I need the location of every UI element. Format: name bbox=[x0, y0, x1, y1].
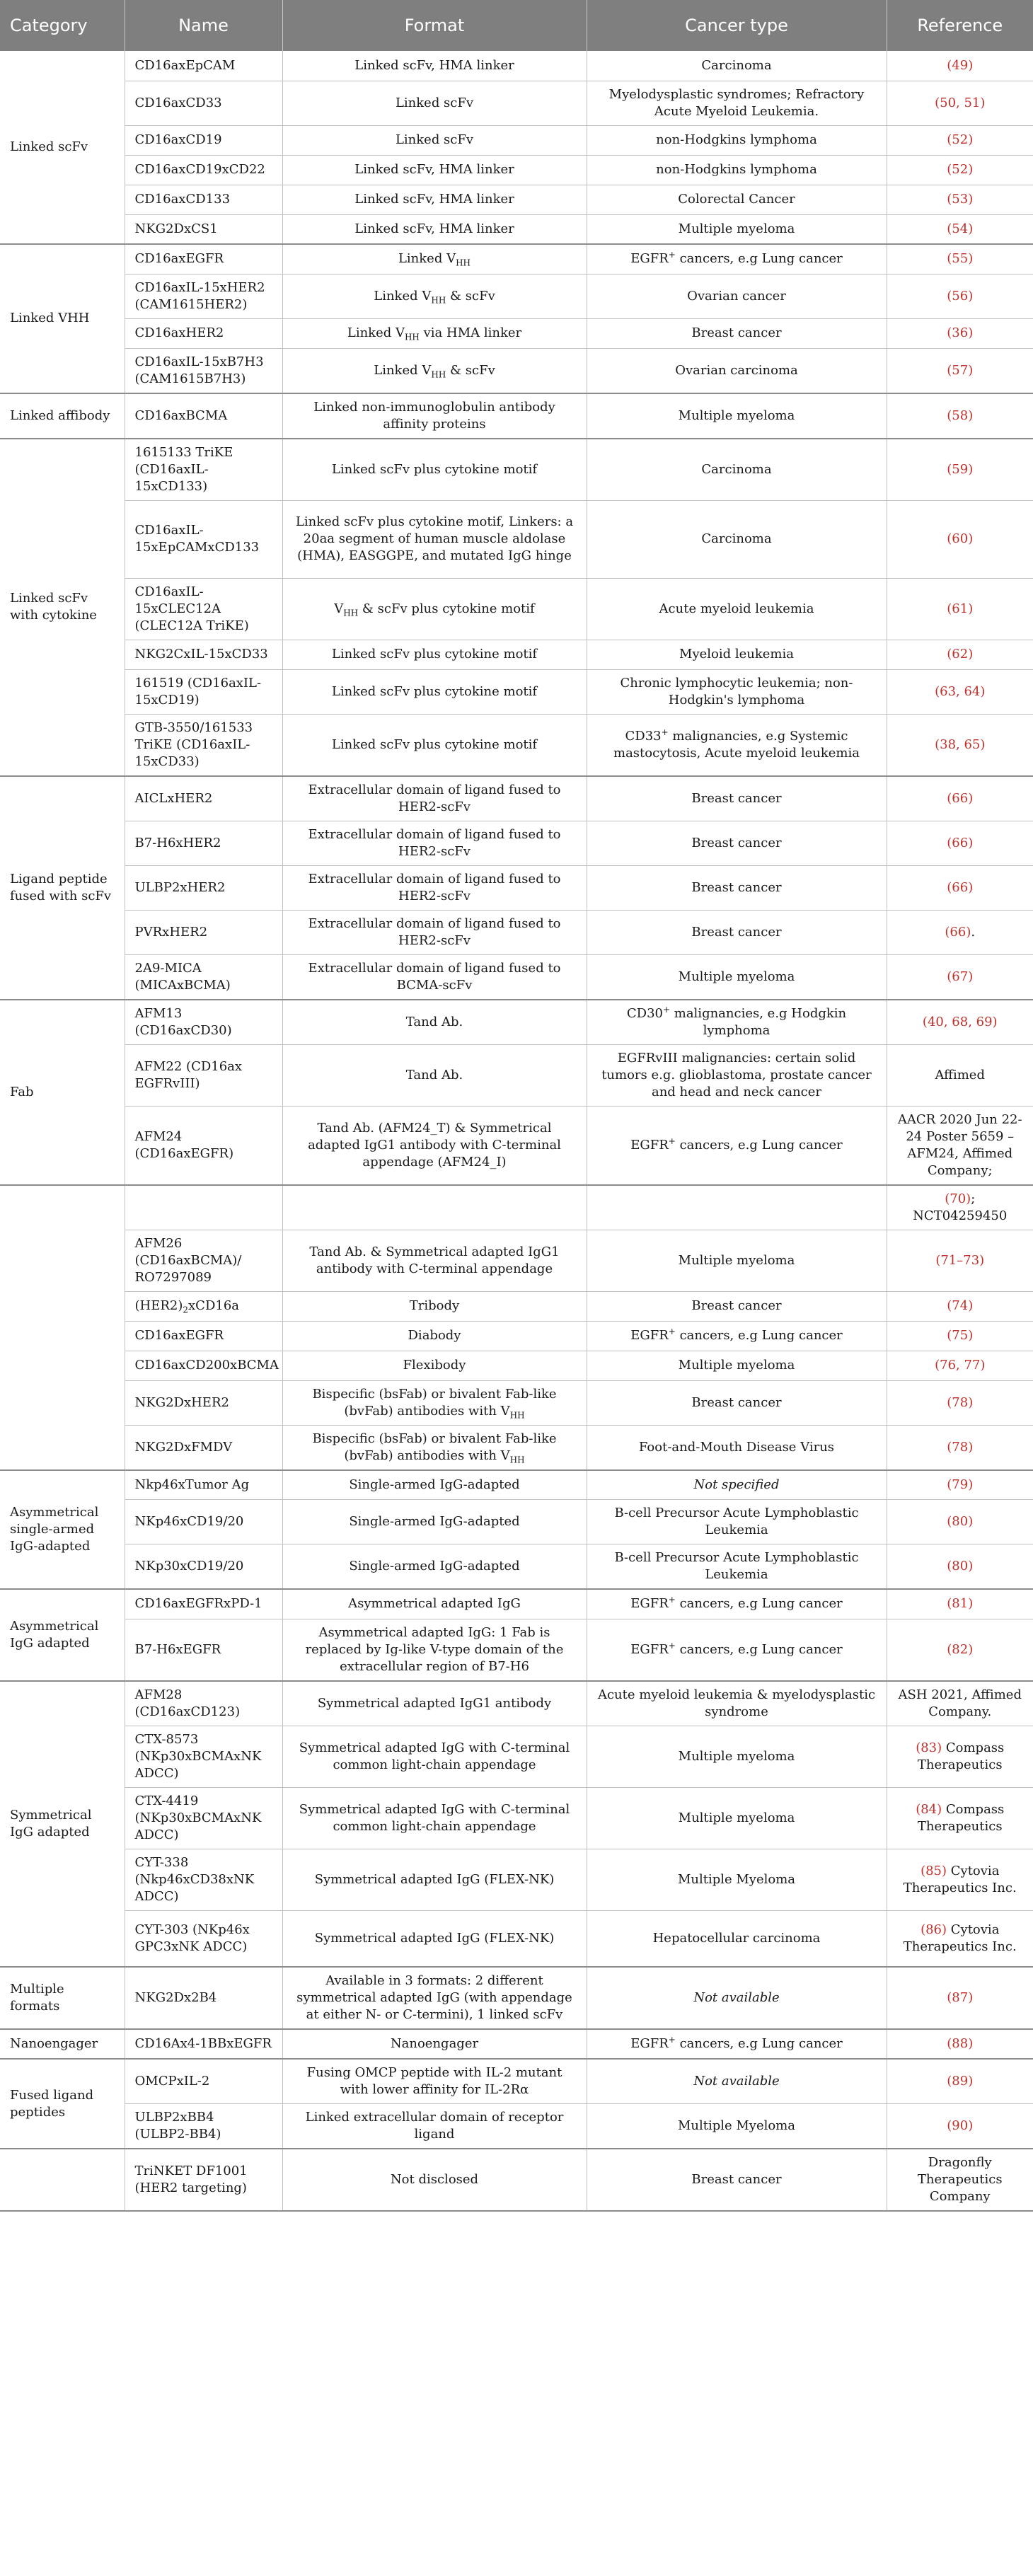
name-cell: NKG2DxCS1 bbox=[125, 214, 282, 244]
format-cell: Linked $V_{HH}$ & scFv bbox=[282, 348, 587, 393]
format-cell bbox=[282, 1185, 587, 1230]
name-cell: AFM28 (CD16axCD123) bbox=[125, 1681, 282, 1726]
category-cell: Linked VHH bbox=[0, 244, 125, 393]
table-row bbox=[0, 500, 1033, 578]
format-cell: Extracellular domain of ligand fused to HER2-scFv bbox=[282, 821, 587, 865]
format-cell: Linked scFv, HMA linker bbox=[282, 185, 587, 214]
table-row bbox=[0, 51, 1033, 81]
category-cell: Ligand peptide fused with scFv bbox=[0, 776, 125, 1000]
reference-link[interactable]: (86) bbox=[921, 1922, 947, 1937]
table-row bbox=[0, 274, 1033, 318]
cancer-type-cell: Breast cancer bbox=[587, 865, 887, 910]
table-row bbox=[0, 1106, 1033, 1185]
format-cell: Symmetrical adapted IgG1 antibody bbox=[282, 1681, 587, 1726]
table-row bbox=[0, 1351, 1033, 1380]
name-cell: CD16axEpCAM bbox=[125, 51, 282, 81]
reference-link[interactable]: (53) bbox=[947, 192, 974, 207]
cancer-type-cell: Breast cancer bbox=[587, 2149, 887, 2211]
reference-link[interactable]: (66) bbox=[945, 924, 971, 940]
reference-link[interactable]: (85) bbox=[921, 1863, 947, 1878]
format-cell: Single-armed IgG-adapted bbox=[282, 1470, 587, 1500]
format-cell: Tand Ab. (AFM24_T) & Symmetrical adapted IgG1 antibody with C-terminal appendage (AFM24_I) bbox=[282, 1106, 587, 1185]
reference-link[interactable]: (38, 65) bbox=[935, 737, 986, 752]
reference-cell: ASH 2021, Affimed Company. bbox=[887, 1681, 1033, 1726]
reference-link[interactable]: (70) bbox=[945, 1191, 971, 1206]
name-cell: CD16axIL-15xEpCAMxCD133 bbox=[125, 500, 282, 578]
name-cell: AFM24 (CD16axEGFR) bbox=[125, 1106, 282, 1185]
table-row bbox=[0, 155, 1033, 185]
format-cell: Extracellular domain of ligand fused to HER2-scFv bbox=[282, 776, 587, 821]
reference-cell bbox=[887, 348, 1033, 393]
reference-link[interactable]: (40, 68, 69) bbox=[922, 1014, 998, 1029]
reference-link[interactable]: (36) bbox=[947, 325, 974, 340]
reference-link[interactable]: (50, 51) bbox=[935, 95, 986, 110]
cancer-type-cell: EGFR+ cancers, e.g Lung cancer bbox=[587, 1619, 887, 1681]
reference-cell bbox=[887, 214, 1033, 244]
reference-cell: Dragonfly Therapeutics Company bbox=[887, 2149, 1033, 2211]
format-cell: Linked scFv plus cytokine motif, Linkers: a 20aa segment of human muscle aldolase (HMA), EASGGPE, and mutated IgG hinge bbox=[282, 500, 587, 578]
reference-cell bbox=[887, 2029, 1033, 2059]
reference-link[interactable]: (80) bbox=[947, 1514, 974, 1529]
reference-link[interactable]: (82) bbox=[947, 1641, 974, 1657]
table-row bbox=[0, 1681, 1033, 1726]
name-cell: OMCPxIL-2 bbox=[125, 2059, 282, 2104]
cancer-type-cell: Acute myeloid leukemia bbox=[587, 578, 887, 640]
cancer-type-cell: Breast cancer bbox=[587, 776, 887, 821]
reference-cell bbox=[887, 954, 1033, 1000]
name-cell: Nkp46xTumor Ag bbox=[125, 1470, 282, 1500]
reference-link[interactable]: (66) bbox=[947, 879, 974, 895]
name-cell: CD16axEGFR bbox=[125, 1321, 282, 1351]
format-cell: Single-armed IgG-adapted bbox=[282, 1500, 587, 1544]
format-cell: Linked scFv plus cytokine motif bbox=[282, 669, 587, 714]
table-row bbox=[0, 2059, 1033, 2104]
reference-link[interactable]: (52) bbox=[947, 132, 974, 147]
format-cell: Extracellular domain of ligand fused to BCMA-scFv bbox=[282, 954, 587, 1000]
reference-link[interactable]: (63, 64) bbox=[935, 683, 986, 699]
format-cell: Linked scFv, HMA linker bbox=[282, 51, 587, 81]
format-cell: Extracellular domain of ligand fused to HER2-scFv bbox=[282, 865, 587, 910]
category-cell: Asymmetrical IgG adapted bbox=[0, 1589, 125, 1681]
reference-cell bbox=[887, 500, 1033, 578]
reference-cell bbox=[887, 1500, 1033, 1544]
reference-link[interactable]: (62) bbox=[947, 647, 974, 662]
table-row bbox=[0, 2029, 1033, 2059]
cancer-type-cell: EGFR+ cancers, e.g Lung cancer bbox=[587, 244, 887, 274]
table-body bbox=[0, 51, 1033, 2211]
reference-link[interactable]: (57) bbox=[947, 362, 974, 378]
table-row bbox=[0, 1470, 1033, 1500]
table-row bbox=[0, 214, 1033, 244]
name-cell: CD16axCD133 bbox=[125, 185, 282, 214]
reference-cell bbox=[887, 1967, 1033, 2029]
format-cell: Tribody bbox=[282, 1291, 587, 1321]
reference-cell bbox=[887, 439, 1033, 501]
reference-link[interactable]: (89) bbox=[947, 2074, 974, 2089]
reference-cell: (84) Compass Therapeutics bbox=[887, 1787, 1033, 1849]
cancer-type-cell: Colorectal Cancer bbox=[587, 185, 887, 214]
format-cell: Symmetrical adapted IgG with C-terminal common light-chain appendage bbox=[282, 1787, 587, 1849]
reference-link[interactable]: (88) bbox=[947, 2036, 974, 2051]
reference-link[interactable]: (74) bbox=[947, 1298, 974, 1313]
reference-cell bbox=[887, 185, 1033, 214]
format-cell: $V_{HH}$ & scFv plus cytokine motif bbox=[282, 578, 587, 640]
format-cell: Bispecific (bsFab) or bivalent Fab-like (bvFab) antibodies with $V_{HH}$ bbox=[282, 1425, 587, 1470]
reference-cell bbox=[887, 1470, 1033, 1500]
cancer-type-cell: Multiple myeloma bbox=[587, 214, 887, 244]
cancer-type-cell: Chronic lymphocytic leukemia; non-Hodgkin's lymphoma bbox=[587, 669, 887, 714]
cancer-type-cell: Multiple myeloma bbox=[587, 1351, 887, 1380]
reference-link[interactable]: (75) bbox=[947, 1328, 974, 1343]
format-cell: Linked scFv bbox=[282, 81, 587, 125]
name-cell: CYT-303 (NKp46x GPC3xNK ADCC) bbox=[125, 1910, 282, 1967]
reference-cell bbox=[887, 155, 1033, 185]
cancer-type-cell: Acute myeloid leukemia & myelodysplastic syndrome bbox=[587, 1681, 887, 1726]
name-cell: CTX-4419 (NKp30xBCMAxNK ADCC) bbox=[125, 1787, 282, 1849]
category-cell: Asymmetrical single-armed IgG-adapted bbox=[0, 1470, 125, 1590]
table-row bbox=[0, 2149, 1033, 2211]
table-row bbox=[0, 1910, 1033, 1967]
cancer-type-cell: Foot-and-Mouth Disease Virus bbox=[587, 1425, 887, 1470]
reference-link[interactable]: (78) bbox=[947, 1439, 974, 1455]
cancer-type-cell: Myelodysplastic syndromes; Refractory Acute Myeloid Leukemia. bbox=[587, 81, 887, 125]
format-cell: Symmetrical adapted IgG with C-terminal common light-chain appendage bbox=[282, 1726, 587, 1787]
cancer-type-cell: Ovarian carcinoma bbox=[587, 348, 887, 393]
table-row bbox=[0, 244, 1033, 274]
table-row bbox=[0, 1425, 1033, 1470]
reference-link[interactable]: (59) bbox=[947, 461, 974, 477]
table-row bbox=[0, 821, 1033, 865]
format-cell: Linked $V_{HH}$ bbox=[282, 244, 587, 274]
cancer-type-cell: non-Hodgkins lymphoma bbox=[587, 155, 887, 185]
name-cell: NKG2Dx2B4 bbox=[125, 1967, 282, 2029]
name-cell: AFM13 (CD16axCD30) bbox=[125, 1000, 282, 1045]
cancer-type-cell: Breast cancer bbox=[587, 910, 887, 954]
reference-cell bbox=[887, 1000, 1033, 1045]
category-cell bbox=[0, 1185, 125, 1470]
format-cell: Linked scFv plus cytokine motif bbox=[282, 439, 587, 501]
table-row bbox=[0, 185, 1033, 214]
format-cell: Symmetrical adapted IgG (FLEX-NK) bbox=[282, 1910, 587, 1967]
reference-cell bbox=[887, 1321, 1033, 1351]
cancer-type-cell: EGFR+ cancers, e.g Lung cancer bbox=[587, 1106, 887, 1185]
name-cell: CD16axCD19xCD22 bbox=[125, 155, 282, 185]
table-row bbox=[0, 1000, 1033, 1045]
reference-link[interactable]: (87) bbox=[947, 1990, 974, 2005]
format-cell: Linked non-immunoglobulin antibody affinity proteins bbox=[282, 393, 587, 439]
cancer-type-cell: Breast cancer bbox=[587, 1380, 887, 1425]
reference-link[interactable]: (84) bbox=[916, 1801, 942, 1817]
reference-link[interactable]: (81) bbox=[947, 1596, 974, 1612]
table-row bbox=[0, 1230, 1033, 1291]
header-name: Name bbox=[125, 0, 282, 51]
reference-cell bbox=[887, 125, 1033, 155]
format-cell: Asymmetrical adapted IgG bbox=[282, 1589, 587, 1619]
reference-link[interactable]: (49) bbox=[947, 57, 974, 73]
cancer-type-cell bbox=[587, 1185, 887, 1230]
name-cell: NKG2DxHER2 bbox=[125, 1380, 282, 1425]
name-cell: CD16axCD19 bbox=[125, 125, 282, 155]
reference-cell bbox=[887, 1380, 1033, 1425]
format-cell: Tand Ab. bbox=[282, 1000, 587, 1045]
category-cell: Multiple formats bbox=[0, 1967, 125, 2029]
reference-cell bbox=[887, 1619, 1033, 1681]
format-cell: Not disclosed bbox=[282, 2149, 587, 2211]
reference-link[interactable]: (61) bbox=[947, 601, 974, 616]
format-cell: Extracellular domain of ligand fused to HER2-scFv bbox=[282, 910, 587, 954]
reference-link[interactable]: (55) bbox=[947, 251, 974, 267]
name-cell: CD16axIL-15xCLEC12A (CLEC12A TriKE) bbox=[125, 578, 282, 640]
reference-cell: AACR 2020 Jun 22-24 Poster 5659 – AFM24, Affimed Company; bbox=[887, 1106, 1033, 1185]
name-cell: AICLxHER2 bbox=[125, 776, 282, 821]
header-format: Format bbox=[282, 0, 587, 51]
cancer-type-cell: EGFRvIII malignancies: certain solid tumors e.g. glioblastoma, prostate cancer and head and neck cancer bbox=[587, 1044, 887, 1106]
name-cell: CD16axBCMA bbox=[125, 393, 282, 439]
header-row bbox=[0, 0, 1033, 51]
format-cell: Single-armed IgG-adapted bbox=[282, 1544, 587, 1590]
format-cell: Linked $V_{HH}$ & scFv bbox=[282, 274, 587, 318]
name-cell: CD16axHER2 bbox=[125, 318, 282, 348]
cancer-type-cell: Hepatocellular carcinoma bbox=[587, 1910, 887, 1967]
reference-cell bbox=[887, 776, 1033, 821]
reference-cell: (86) Cytovia Therapeutics Inc. bbox=[887, 1910, 1033, 1967]
format-cell: Linked scFv plus cytokine motif bbox=[282, 714, 587, 776]
table-row bbox=[0, 81, 1033, 125]
table-row bbox=[0, 954, 1033, 1000]
table-row bbox=[0, 578, 1033, 640]
reference-cell bbox=[887, 1291, 1033, 1321]
name-cell: PVRxHER2 bbox=[125, 910, 282, 954]
cancer-type-cell: Carcinoma bbox=[587, 439, 887, 501]
reference-cell bbox=[887, 2104, 1033, 2149]
reference-link[interactable]: (60) bbox=[947, 531, 974, 546]
table-row bbox=[0, 1967, 1033, 2029]
name-cell: ULBP2xBB4 (ULBP2-BB4) bbox=[125, 2104, 282, 2149]
table-row bbox=[0, 1185, 1033, 1230]
cancer-type-cell: EGFR+ cancers, e.g Lung cancer bbox=[587, 1321, 887, 1351]
reference-cell bbox=[887, 578, 1033, 640]
table-row bbox=[0, 865, 1033, 910]
cancer-type-cell: Multiple Myeloma bbox=[587, 1849, 887, 1910]
table-row bbox=[0, 1787, 1033, 1849]
reference-link[interactable]: (66) bbox=[947, 790, 974, 806]
format-cell: Diabody bbox=[282, 1321, 587, 1351]
cancer-type-cell: EGFR+ cancers, e.g Lung cancer bbox=[587, 1589, 887, 1619]
name-cell: CD16axCD33 bbox=[125, 81, 282, 125]
reference-link[interactable]: (90) bbox=[947, 2118, 974, 2133]
reference-cell bbox=[887, 318, 1033, 348]
cancer-type-cell: Multiple Myeloma bbox=[587, 2104, 887, 2149]
reference-cell bbox=[887, 821, 1033, 865]
reference-link[interactable]: (78) bbox=[947, 1394, 974, 1410]
reference-link[interactable]: (71–73) bbox=[935, 1252, 985, 1268]
reference-link[interactable]: (83) bbox=[916, 1740, 942, 1755]
format-cell: Bispecific (bsFab) or bivalent Fab-like (bvFab) antibodies with $V_{HH}$ bbox=[282, 1380, 587, 1425]
format-cell: Nanoengager bbox=[282, 2029, 587, 2059]
name-cell: CYT-338 (Nkp46xCD38xNK ADCC) bbox=[125, 1849, 282, 1910]
table-row bbox=[0, 1619, 1033, 1681]
table-row bbox=[0, 125, 1033, 155]
table-row bbox=[0, 1291, 1033, 1321]
name-cell: AFM26 (CD16axBCMA)/ RO7297089 bbox=[125, 1230, 282, 1291]
name-cell: CD16axIL-15xB7H3 (CAM1615B7H3) bbox=[125, 348, 282, 393]
table-row bbox=[0, 439, 1033, 501]
name-cell: 1615133 TriKE (CD16axIL-15xCD133) bbox=[125, 439, 282, 501]
table-row bbox=[0, 1380, 1033, 1425]
reference-cell bbox=[887, 1589, 1033, 1619]
table-row bbox=[0, 1321, 1033, 1351]
format-cell: Linked scFv plus cytokine motif bbox=[282, 640, 587, 669]
cancer-type-cell: EGFR+ cancers, e.g Lung cancer bbox=[587, 2029, 887, 2059]
reference-link[interactable]: (56) bbox=[947, 288, 974, 304]
name-cell: B7-H6xEGFR bbox=[125, 1619, 282, 1681]
header-cancer-type: Cancer type bbox=[587, 0, 887, 51]
reference-link[interactable]: (52) bbox=[947, 162, 974, 177]
category-cell: Symmetrical IgG adapted bbox=[0, 1681, 125, 1968]
format-cell: Flexibody bbox=[282, 1351, 587, 1380]
category-cell: Linked scFv bbox=[0, 51, 125, 244]
name-cell: $(HER2)_2xCD16a$ bbox=[125, 1291, 282, 1321]
name-cell: CD16axEGFRxPD-1 bbox=[125, 1589, 282, 1619]
reference-cell bbox=[887, 640, 1033, 669]
reference-link[interactable]: (79) bbox=[947, 1477, 974, 1492]
reference-cell bbox=[887, 244, 1033, 274]
cancer-type-cell: Carcinoma bbox=[587, 51, 887, 81]
name-cell: 2A9-MICA (MICAxBCMA) bbox=[125, 954, 282, 1000]
cancer-type-cell: Multiple myeloma bbox=[587, 954, 887, 1000]
reference-link[interactable]: (80) bbox=[947, 1559, 974, 1573]
cancer-type-cell: Ovarian cancer bbox=[587, 274, 887, 318]
name-cell: CD16Ax4-1BBxEGFR bbox=[125, 2029, 282, 2059]
table-row bbox=[0, 1726, 1033, 1787]
table-row bbox=[0, 1500, 1033, 1544]
name-cell: NKG2CxIL-15xCD33 bbox=[125, 640, 282, 669]
reference-cell bbox=[887, 81, 1033, 125]
cancer-type-cell: Myeloid leukemia bbox=[587, 640, 887, 669]
cancer-type-cell: Carcinoma bbox=[587, 500, 887, 578]
name-cell: AFM22 (CD16ax EGFRvIII) bbox=[125, 1044, 282, 1106]
cancer-type-cell: Breast cancer bbox=[587, 821, 887, 865]
reference-cell bbox=[887, 274, 1033, 318]
table-row bbox=[0, 1544, 1033, 1590]
format-cell: Tand Ab. bbox=[282, 1044, 587, 1106]
table-row bbox=[0, 348, 1033, 393]
reference-cell: (83) Compass Therapeutics bbox=[887, 1726, 1033, 1787]
cancer-type-cell: CD30+ malignancies, e.g Hodgkin lymphoma bbox=[587, 1000, 887, 1045]
table-row bbox=[0, 776, 1033, 821]
header-category: Category bbox=[0, 0, 125, 51]
reference-cell bbox=[887, 669, 1033, 714]
cancer-type-cell: B-cell Precursor Acute Lymphoblastic Leukemia bbox=[587, 1500, 887, 1544]
reference-link[interactable]: (66) bbox=[947, 835, 974, 850]
category-cell bbox=[0, 2149, 125, 2211]
cancer-type-cell: Not available bbox=[587, 2059, 887, 2104]
name-cell: GTB-3550/161533 TriKE (CD16axIL-15xCD33) bbox=[125, 714, 282, 776]
category-cell: Linked scFv with cytokine bbox=[0, 439, 125, 776]
name-cell: CD16axIL-15xHER2 (CAM1615HER2) bbox=[125, 274, 282, 318]
name-cell: NKG2DxFMDV bbox=[125, 1425, 282, 1470]
name-cell: CD16axCD200xBCMA bbox=[125, 1351, 282, 1380]
reference-cell bbox=[887, 2059, 1033, 2104]
category-cell: Nanoengager bbox=[0, 2029, 125, 2059]
format-cell: Linked extracellular domain of receptor ligand bbox=[282, 2104, 587, 2149]
cancer-type-cell: Multiple myeloma bbox=[587, 1787, 887, 1849]
reference-cell bbox=[887, 1230, 1033, 1291]
cancer-type-cell: Not available bbox=[587, 1967, 887, 2029]
table-row bbox=[0, 318, 1033, 348]
cancer-type-cell: Breast cancer bbox=[587, 1291, 887, 1321]
name-cell bbox=[125, 1185, 282, 1230]
cancer-type-cell: Breast cancer bbox=[587, 318, 887, 348]
format-cell: Symmetrical adapted IgG (FLEX-NK) bbox=[282, 1849, 587, 1910]
name-cell: TriNKET DF1001 (HER2 targeting) bbox=[125, 2149, 282, 2211]
reference-cell bbox=[887, 393, 1033, 439]
table-row bbox=[0, 1589, 1033, 1619]
cancer-type-cell: Multiple myeloma bbox=[587, 1230, 887, 1291]
table-row bbox=[0, 714, 1033, 776]
name-cell: ULBP2xHER2 bbox=[125, 865, 282, 910]
format-cell: Available in 3 formats: 2 different symmetrical adapted IgG (with appendage at either N- or C-termini), 1 linked scFv bbox=[282, 1967, 587, 2029]
table-row bbox=[0, 640, 1033, 669]
cancer-type-cell: B-cell Precursor Acute Lymphoblastic Leukemia bbox=[587, 1544, 887, 1590]
category-cell: Linked affibody bbox=[0, 393, 125, 439]
reference-cell: (85) Cytovia Therapeutics Inc. bbox=[887, 1849, 1033, 1910]
reference-cell bbox=[887, 1425, 1033, 1470]
format-cell: Linked scFv, HMA linker bbox=[282, 155, 587, 185]
format-cell: Linked scFv bbox=[282, 125, 587, 155]
cancer-type-cell: Not specified bbox=[587, 1470, 887, 1500]
table-row bbox=[0, 1849, 1033, 1910]
name-cell: B7-H6xHER2 bbox=[125, 821, 282, 865]
table-row bbox=[0, 669, 1033, 714]
reference-cell bbox=[887, 1351, 1033, 1380]
format-cell: Asymmetrical adapted IgG: 1 Fab is replaced by Ig-like V-type domain of the extracellular region of B7-H6 bbox=[282, 1619, 587, 1681]
reference-cell bbox=[887, 1544, 1033, 1590]
cancer-type-cell: non-Hodgkins lymphoma bbox=[587, 125, 887, 155]
format-cell: Linked $V_{HH}$ via HMA linker bbox=[282, 318, 587, 348]
reference-link[interactable]: (54) bbox=[947, 221, 974, 236]
name-cell: NKp46xCD19/20 bbox=[125, 1500, 282, 1544]
format-cell: Tand Ab. & Symmetrical adapted IgG1 antibody with C-terminal appendage bbox=[282, 1230, 587, 1291]
header-reference: Reference bbox=[887, 0, 1033, 51]
name-cell: 161519 (CD16axIL-15xCD19) bbox=[125, 669, 282, 714]
table-row bbox=[0, 393, 1033, 439]
reference-link[interactable]: (58) bbox=[947, 408, 974, 423]
reference-link[interactable]: (67) bbox=[947, 969, 974, 984]
format-cell: Linked scFv, HMA linker bbox=[282, 214, 587, 244]
table-row bbox=[0, 2104, 1033, 2149]
reference-cell bbox=[887, 714, 1033, 776]
table-row bbox=[0, 1044, 1033, 1106]
reference-cell: Affimed bbox=[887, 1044, 1033, 1106]
reference-link[interactable]: (76, 77) bbox=[935, 1358, 986, 1373]
table-row bbox=[0, 910, 1033, 954]
reference-cell bbox=[887, 865, 1033, 910]
format-cell: Fusing OMCP peptide with IL-2 mutant with lower affinity for IL-2Rα bbox=[282, 2059, 587, 2104]
reference-cell: (70); NCT04259450 bbox=[887, 1185, 1033, 1230]
name-cell: CD16axEGFR bbox=[125, 244, 282, 274]
cancer-type-cell: CD33+ malignancies, e.g Systemic mastocytosis, Acute myeloid leukemia bbox=[587, 714, 887, 776]
name-cell: NKp30xCD19/20 bbox=[125, 1544, 282, 1590]
cancer-type-cell: Multiple myeloma bbox=[587, 393, 887, 439]
category-cell: Fused ligand peptides bbox=[0, 2059, 125, 2149]
name-cell: CTX-8573 (NKp30xBCMAxNK ADCC) bbox=[125, 1726, 282, 1787]
category-cell: Fab bbox=[0, 1000, 125, 1185]
reference-cell: (66). bbox=[887, 910, 1033, 954]
cancer-type-cell: Multiple myeloma bbox=[587, 1726, 887, 1787]
reference-cell bbox=[887, 51, 1033, 81]
